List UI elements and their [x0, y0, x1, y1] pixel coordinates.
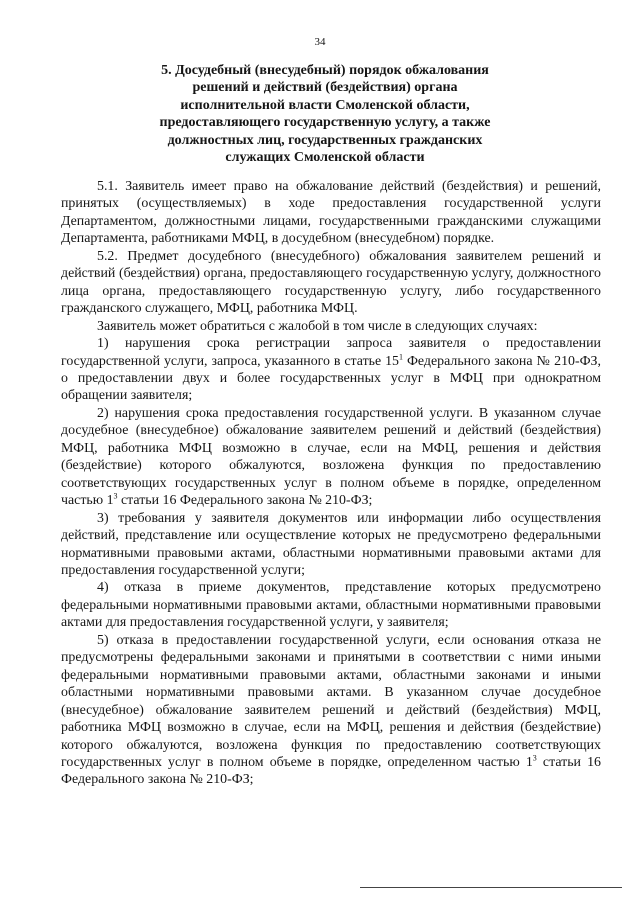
footnote-superscript: 3	[532, 753, 537, 763]
body-text	[61, 178, 601, 789]
heading-line-2: решений и действий (бездействия) органа	[192, 80, 458, 96]
list-item-2	[61, 405, 601, 510]
list-item-1	[61, 335, 601, 405]
heading-line-3: исполнительной власти Смоленской области,	[180, 97, 470, 113]
heading-line-1: 5. Досудебный (внесудебный) порядок обжалования	[161, 63, 489, 78]
list-item-1-text-b: Федерального закона № 210-ФЗ, о предоставлении двух и более государственных услуг в МФЦ при однократном обращении заявителя;	[61, 353, 601, 404]
page-number: 34	[314, 36, 326, 48]
heading-line-6: служащих Смоленской области	[225, 150, 425, 166]
paragraph-5-2: 5.2. Предмет досудебного (внесудебного) обжалования заявителем решений и действий (бездействия) органа, предоставляющего государственную услугу, должностного лица органа, предоставляющего государственную услугу, либо государственного гражданского служащего, МФЦ, работника МФЦ.	[61, 248, 601, 317]
list-item-2-text-b: статьи 16 Федерального закона № 210-ФЗ;	[117, 493, 373, 509]
footnote-superscript: 3	[113, 491, 118, 501]
heading-line-4: предоставляющего государственную услугу, а также	[159, 115, 491, 131]
list-item-1-text-a: 1) нарушения срока регистрации запроса заявителя о предоставлении государственной услуги, запроса, указанного в статье 15	[61, 336, 601, 369]
list-item-5-text-b: статьи 16 Федерального закона № 210-ФЗ;	[61, 754, 601, 788]
paragraph-cases-intro: Заявитель может обратиться с жалобой в том числе в следующих случаях:	[97, 318, 538, 334]
list-item-3: 3) требования у заявителя документов или информации либо осуществления действий, представление или осуществление которых не предусмотрено федеральными нормативными правовыми актами, областными нормативными правовыми актами для предоставления государственной услуги;	[61, 510, 601, 578]
footer-divider	[360, 887, 622, 888]
section-heading	[90, 62, 560, 166]
footnote-superscript: 1	[399, 351, 404, 361]
paragraph-5-1: 5.1. Заявитель имеет право на обжалование действий (бездействия) и решений, принятых (осуществляемых) в ходе предоставления государственной услуги Департаментом, должностными лицами, государственными гражданскими служащими Департамента, работниками МФЦ, в досудебном (внесудебном) порядке.	[61, 179, 601, 247]
list-item-2-text-a: 2) нарушения срока предоставления государственной услуги. В указанном случае досудебное (внесудебное) обжалование заявителем решений и действий (бездействия) МФЦ, работника МФЦ возможно в случае, если на МФЦ, решения и действия (бездействие) которого обжалуются, возложена функция по предоставлению соответствующих государственных услуг в полном объеме в порядке, определенном частью 1	[61, 405, 601, 509]
list-item-5	[61, 632, 601, 789]
list-item-4: 4) отказа в приеме документов, представление которых предусмотрено федеральными нормативными правовыми актами, областными нормативными правовыми актами для предоставления государственной услуги, у заявителя;	[61, 580, 601, 631]
heading-line-5: должностных лиц, государственных гражданских	[167, 132, 483, 148]
list-item-5-text-a: 5) отказа в предоставлении государственной услуги, если основания отказа не предусмотрены федеральными законами и принятыми в соответствии с ними иными федеральными нормативными правовыми актами, областными законами и иными областными нормативными правовыми актами. В указанном случае досудебное (внесудебное) обжалование заявителем решений и действий (бездействия) МФЦ, работника МФЦ возможно в случае, если на МФЦ, решения и действия (бездействие) которого обжалуются, возложена функция по предоставлению соответствующих государственных услуг в полном объеме в порядке, определенном частью 1	[61, 632, 601, 770]
